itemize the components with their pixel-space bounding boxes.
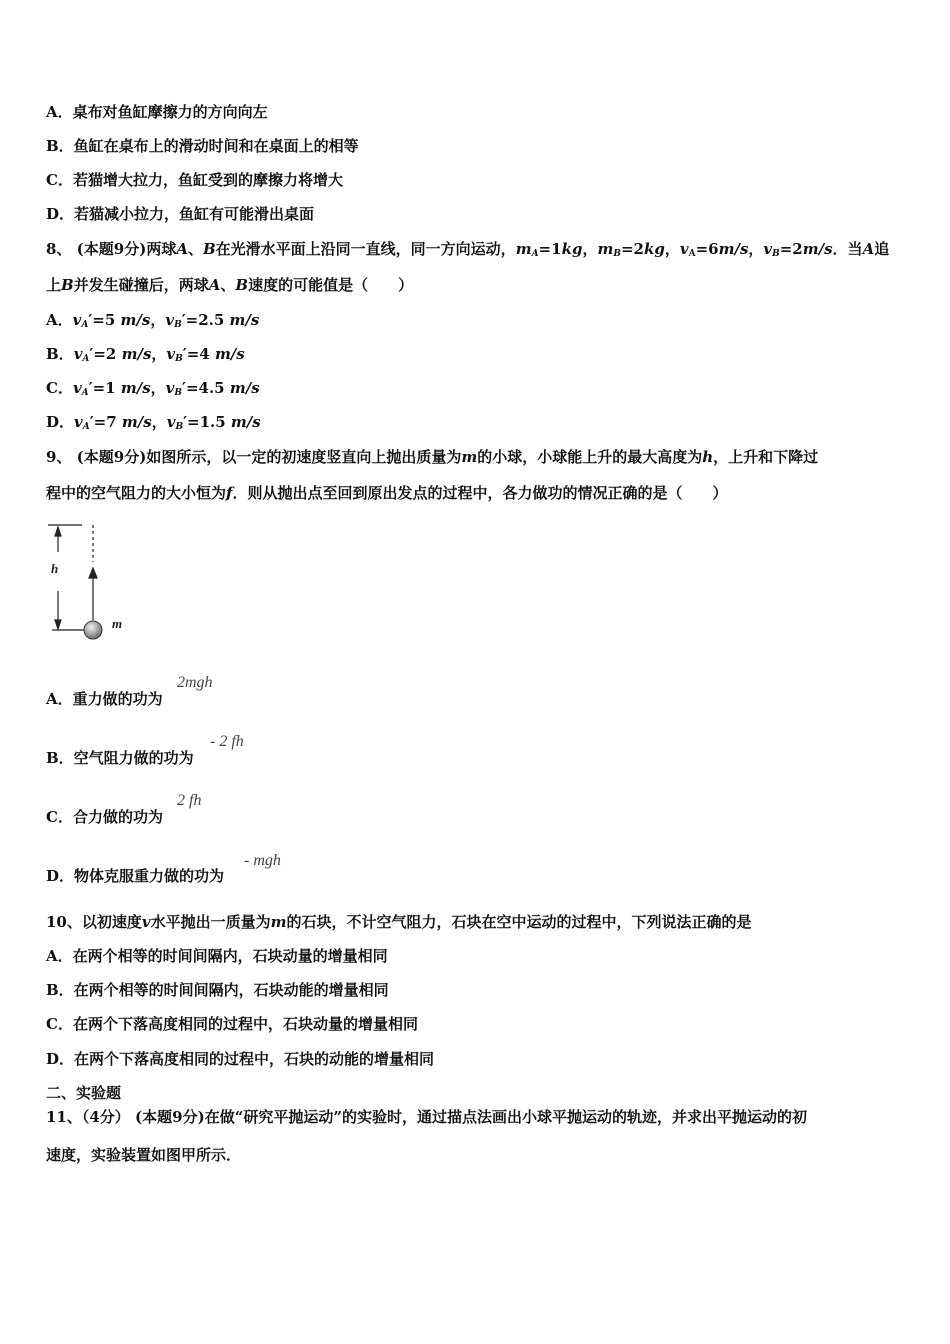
q8-stem-line2: 上B并发生碰撞后，两球A、B速度的可能值是（ ） [46, 276, 414, 294]
q10-option-d: D．在两个下落高度相同的过程中，石块的动能的增量相同 [46, 1050, 435, 1068]
q8-stem-line1: 8、 (本题9分)两球A、B在光滑水平面上沿同一直线，同一方向运动，$m_A=1kg$，$m_B=2kg$，$v_A=6m/s$，$v_B=2m/s$．当A追 [46, 240, 890, 259]
q9-option-d: D．物体克服重力做的功为 [46, 867, 225, 885]
q11-stem-line2: 速度，实验装置如图甲所示． [46, 1146, 242, 1164]
q9-stem-line1: 9、 (本题9分)如图所示，以一定的初速度竖直向上抛出质量为m的小球，小球能上升的最大高度为h，上升和下降过 [46, 448, 819, 466]
q7-option-c: C．若猫增大拉力，鱼缸受到的摩擦力将增大 [46, 171, 343, 189]
q10-option-c: C．在两个下落高度相同的过程中，石块动量的增量相同 [46, 1015, 418, 1033]
q9-formula-d: - mgh [244, 852, 281, 869]
q8-option-b: B．$v_A'=2$ m/s，$v_B'=4$ m/s [46, 345, 245, 364]
q7-option-d: D．若猫减小拉力，鱼缸有可能滑出桌面 [46, 205, 315, 223]
q9-stem-line2: 程中的空气阻力的大小恒为f．则从抛出点至回到原出发点的过程中，各力做功的情况正确的是（ ） [46, 484, 728, 502]
q9-formula-a: 2mgh [177, 674, 213, 691]
q9-figure-m-label: m [112, 616, 123, 631]
q9-figure-drawing [48, 525, 97, 630]
q7-option-b: B．鱼缸在桌布上的滑动时间和在桌面上的相等 [46, 137, 359, 155]
q7-option-a: A．桌布对鱼缸摩擦力的方向向左 [46, 103, 268, 121]
q11-stem-line1: 11、（4分） (本题9分)在做“研究平抛运动”的实验时，通过描点法画出小球平抛运动的轨迹，并求出平抛运动的初 [46, 1108, 807, 1126]
q9-option-c: C．合力做的功为 [46, 808, 163, 826]
q9-figure [40, 516, 140, 646]
q9-option-a: A．重力做的功为 [46, 690, 163, 708]
q9-option-b: B．空气阻力做的功为 [46, 749, 194, 767]
q9-figure-h-label: h [51, 561, 59, 576]
q9-formula-b: - 2 fh [210, 733, 244, 750]
section-heading: 二、实验题 [46, 1084, 122, 1102]
q10-option-a: A．在两个相等的时间间隔内，石块动量的增量相同 [46, 947, 388, 965]
q9-formula-c: 2 fh [177, 792, 202, 809]
q10-option-b: B．在两个相等的时间间隔内，石块动能的增量相同 [46, 981, 389, 999]
q10-stem: 10、以初速度v水平抛出一质量为m的石块，不计空气阻力，石块在空中运动的过程中，下列说法正确的是 [46, 913, 752, 931]
ball-icon [84, 621, 102, 639]
q8-option-a: A．$v_A'=5$ m/s，$v_B'=2.5$ m/s [46, 311, 260, 330]
q8-option-d: D．$v_A'=7$ m/s，$v_B'=1.5$ m/s [46, 413, 261, 432]
q8-option-c: C．$v_A'=1$ m/s，$v_B'=4.5$ m/s [46, 379, 260, 398]
